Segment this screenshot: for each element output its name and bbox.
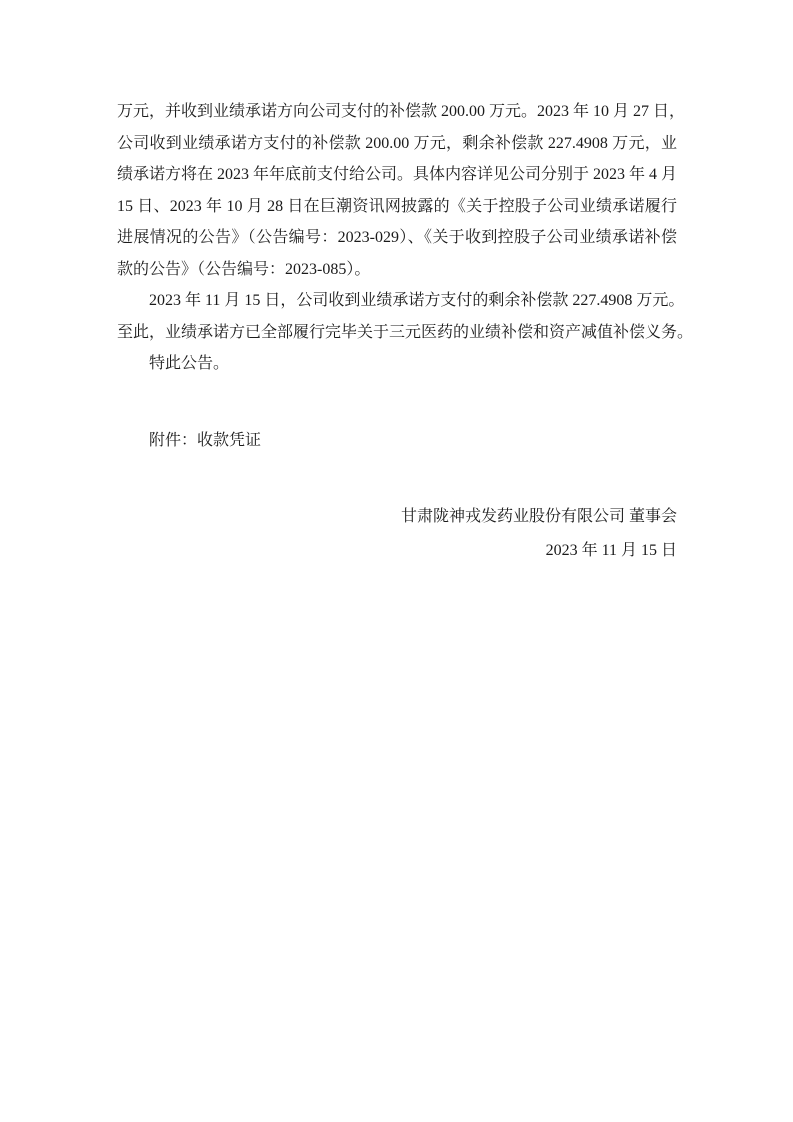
paragraph-final-payment <box>117 285 694 348</box>
signature-block <box>117 500 677 568</box>
signature-company: 甘肃陇神戎发药业股份有限公司 董事会 <box>400 508 677 525</box>
body-text-line: 公司收到业绩承诺方支付的补偿款 200.00 万元，剩余补偿款 227.4908 万元，业 <box>117 134 677 152</box>
body-text-line: 万元，并收到业绩承诺方向公司支付的补偿款 200.00 万元。2023 年 10 月 27 日， <box>117 103 686 120</box>
attachment-note: 附件：收款凭证 <box>149 431 262 449</box>
body-text-line: 进展情况的公告》（公告编号：2023-029）、《关于收到控股子公司业绩承诺补偿 <box>117 229 677 246</box>
body-text-line: 15 日、2023 年 10 月 28 日在巨潮资讯网披露的《关于控股子公司业绩承诺履行 <box>117 197 677 215</box>
paragraph-compensation-progress <box>117 96 686 285</box>
body-text-line: 至此，业绩承诺方已全部履行完毕关于三元医药的业绩补偿和资产减值补偿义务。 <box>117 323 694 341</box>
signature-date: 2023 年 11 月 15 日 <box>545 542 677 559</box>
body-text-line: 绩承诺方将在 2023 年年底前支付给公司。具体内容详见公司分别于 2023 年 4 月 <box>117 166 678 183</box>
document-body <box>117 96 694 568</box>
body-text-line: 2023 年 11 月 15 日，公司收到业绩承诺方支付的剩余补偿款 227.4908 万元。 <box>149 292 685 309</box>
body-text-line: 款的公告》（公告编号：2023-085）。 <box>117 260 371 278</box>
closing-statement: 特此公告。 <box>149 355 230 372</box>
